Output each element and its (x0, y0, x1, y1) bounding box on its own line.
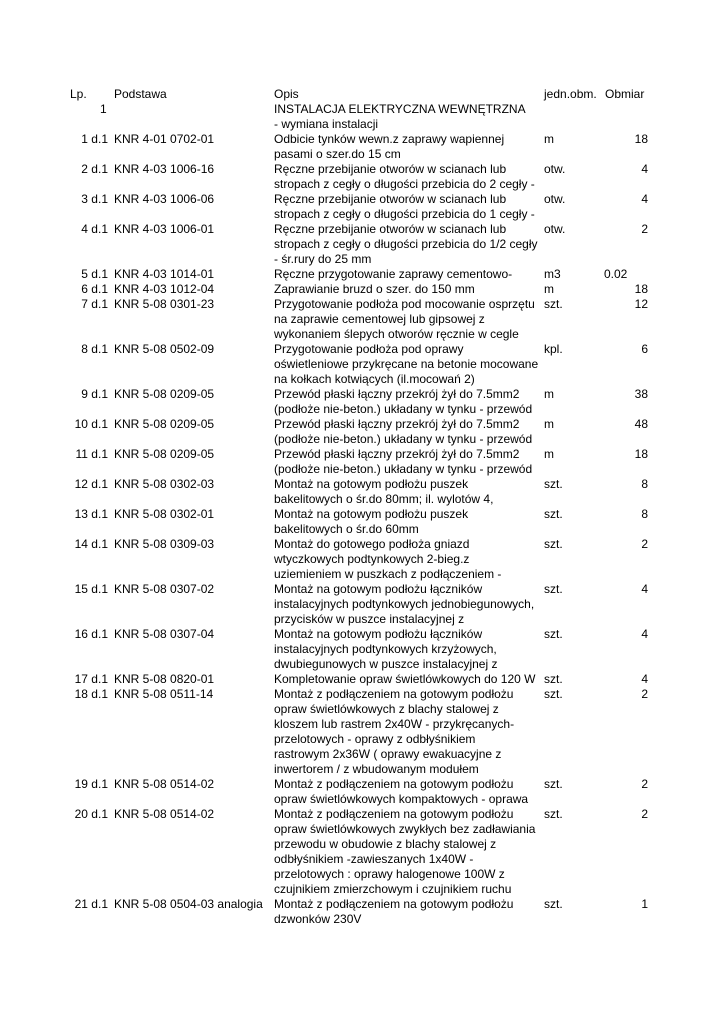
row-obmiar: 4 (641, 627, 648, 641)
row-podstawa: KNR 5-08 0307-04 (114, 627, 215, 641)
row-jedn: otw. (544, 192, 566, 206)
row-opis-line: dwubiegunowych w puszce instalacyjnej z (274, 657, 498, 671)
row-opis-line: Odbicie tynków wewn.z zaprawy wapiennej (274, 132, 505, 146)
row-opis-line: (podłoże nie-beton.) układany w tynku - przewód (274, 462, 533, 476)
row-opis-line: czujnikiem zmierzchowym i czujnikiem ruchu (274, 882, 512, 896)
row-obmiar: 2 (641, 777, 648, 791)
row-jedn: m (544, 282, 554, 296)
row-opis (274, 447, 544, 477)
row-podstawa: KNR 4-01 0702-01 (114, 132, 215, 146)
row-opis-line: Kompletowanie opraw świetlówkowych do 120 W (274, 672, 536, 686)
row-opis-line: bakelitowych o śr.do 60mm (274, 522, 419, 536)
row-opis-line: (podłoże nie-beton.) układany w tynku - przewód (274, 402, 533, 416)
row-podstawa: KNR 5-08 0301-23 (114, 297, 215, 311)
row-opis (274, 417, 544, 447)
row-opis (274, 807, 544, 897)
row-podstawa: KNR 5-08 0307-02 (114, 582, 215, 596)
row-opis (274, 192, 544, 222)
row-opis (274, 267, 544, 282)
row-lp: 4 d.1 (81, 222, 108, 236)
row-jedn: szt. (544, 537, 563, 551)
row-podstawa: KNR 5-08 0302-03 (114, 477, 215, 491)
row-obmiar: 4 (641, 192, 648, 206)
row-podstawa: KNR 5-08 0514-02 (114, 777, 215, 791)
row-opis-line: Zaprawianie bruzd o szer. do 150 mm (274, 282, 475, 296)
row-lp: 8 d.1 (81, 342, 108, 356)
row-lp: 12 d.1 (74, 477, 108, 491)
row-opis (274, 132, 544, 162)
row-jedn: szt. (544, 777, 563, 791)
row-obmiar: 38 (634, 387, 648, 401)
row-opis-line: instalacyjnych podtynkowych krzyżowych, (274, 642, 497, 656)
row-jedn: szt. (544, 627, 563, 641)
row-opis (274, 897, 544, 927)
row-opis-line: - śr.rury do 25 mm (274, 252, 372, 266)
row-obmiar: 1 (641, 897, 648, 911)
row-lp: 5 d.1 (81, 267, 108, 281)
row-jedn: otw. (544, 222, 566, 236)
row-jedn: kpl. (544, 342, 563, 356)
row-podstawa: KNR 5-08 0514-02 (114, 807, 215, 821)
row-lp: 18 d.1 (74, 687, 108, 701)
row-opis-line: Montaż z podłączeniem na gotowym podłożu (274, 687, 514, 701)
row-opis (274, 477, 544, 507)
row-obmiar: 0.02 (604, 267, 628, 281)
row-obmiar: 18 (634, 447, 648, 461)
row-podstawa: KNR 4-03 1006-16 (114, 162, 215, 176)
row-opis-line: wykonaniem ślepych otworów ręcznie w cegle (274, 327, 519, 341)
row-obmiar: 18 (634, 282, 648, 296)
row-opis (274, 627, 544, 672)
row-lp: 7 d.1 (81, 297, 108, 311)
row-opis (274, 222, 544, 267)
row-opis-line: Montaż na gotowym podłożu puszek (274, 507, 469, 521)
row-jedn: otw. (544, 162, 566, 176)
row-opis-line: oświetleniowe przykręcane na betonie mocowane (274, 357, 539, 371)
row-opis-line: stropach z cegły o długości przebicia do 2 cegły - (274, 177, 535, 191)
header-jedn: jedn.obm. (544, 87, 597, 101)
row-opis-line: na zaprawie cementowej lub gipsowej z (274, 312, 485, 326)
row-podstawa: KNR 4-03 1014-01 (114, 267, 215, 281)
row-podstawa: KNR 5-08 0502-09 (114, 342, 215, 356)
row-jedn: m (544, 387, 554, 401)
row-podstawa: KNR 5-08 0511-14 (114, 687, 214, 701)
row-opis-line: Montaż do gotowego podłoża gniazd (274, 537, 470, 551)
row-opis-line: Montaż na gotowym podłożu łączników (274, 627, 483, 641)
row-opis-line: przelotowych : oprawy halogenowe 100W z (274, 867, 505, 881)
row-lp: 3 d.1 (81, 192, 108, 206)
row-jedn: szt. (544, 672, 563, 686)
row-lp: 9 d.1 (81, 387, 108, 401)
row-opis-line: uziemieniem w puszkach z podłączeniem - (274, 567, 502, 581)
row-jedn: szt. (544, 687, 563, 701)
row-opis-line: wtyczkowych podtynkowych 2-bieg.z (274, 552, 470, 566)
row-jedn: m (544, 447, 554, 461)
row-opis-line: Montaż na gotowym podłożu łączników (274, 582, 483, 596)
row-opis-line: inwertorem / z wbudowanym modułem (274, 762, 479, 776)
header-obmiar: Obmiar (605, 87, 645, 101)
row-obmiar: 12 (634, 297, 648, 311)
row-obmiar: 6 (641, 342, 648, 356)
row-opis (274, 582, 544, 627)
row-lp: 21 d.1 (74, 897, 108, 911)
row-obmiar: 8 (641, 507, 648, 521)
row-podstawa: KNR 5-08 0309-03 (114, 537, 215, 551)
row-podstawa: KNR 4-03 1006-01 (114, 222, 215, 236)
row-opis-line: opraw świetlówkowych kompaktowych - oprawa (274, 792, 529, 806)
row-opis-line: stropach z cegły o długości przebicia do 1/2 cegły (274, 237, 538, 251)
row-opis-line: przewodu w obudowie z blachy stalowej z (274, 837, 497, 851)
row-podstawa: KNR 5-08 0209-05 (114, 417, 215, 431)
row-podstawa: KNR 5-08 0302-01 (114, 507, 215, 521)
section-title: INSTALACJA ELEKTRYCZNA WEWNĘTRZNA (274, 102, 526, 116)
row-lp: 14 d.1 (74, 537, 108, 551)
row-jedn: m3 (544, 267, 561, 281)
row-opis-line: Ręczne przygotowanie zaprawy cementowo- (274, 267, 513, 281)
row-opis-line: Przewód płaski łączny przekrój żył do 7.5mm2 (274, 387, 520, 401)
row-lp: 13 d.1 (74, 507, 108, 521)
row-lp: 19 d.1 (74, 777, 108, 791)
row-jedn: m (544, 417, 554, 431)
row-opis-line: Montaż z podłączeniem na gotowym podłożu (274, 807, 514, 821)
row-opis-line: (podłoże nie-beton.) układany w tynku - przewód (274, 432, 533, 446)
row-opis (274, 297, 544, 342)
row-opis-line: Przygotowanie podłoża pod mocowanie osprzętu (274, 297, 535, 311)
row-opis-line: Przewód płaski łączny przekrój żył do 7.5mm2 (274, 417, 520, 431)
row-obmiar: 4 (641, 162, 648, 176)
row-opis-line: Przygotowanie podłoża pod oprawy (274, 342, 464, 356)
row-lp: 15 d.1 (74, 582, 108, 596)
row-podstawa: KNR 4-03 1012-04 (114, 282, 215, 296)
row-lp: 11 d.1 (75, 447, 108, 461)
row-opis-line: na kołkach kotwiących (il.mocowań 2) (274, 372, 475, 386)
row-lp: 17 d.1 (74, 672, 108, 686)
row-opis-line: kloszem lub rastrem 2x40W - przykręcanych- (274, 717, 515, 731)
row-opis-line: bakelitowych o śr.do 80mm; il. wylotów 4, (274, 492, 494, 506)
row-opis-line: przycisków w puszce instalacyjnej z (274, 612, 465, 626)
row-opis-line: odbłyśnikiem -zawieszanych 1x40W - (274, 852, 474, 866)
row-lp: 20 d.1 (74, 807, 108, 821)
row-opis (274, 672, 544, 687)
row-opis-line: Przewód płaski łączny przekrój żył do 7.5mm2 (274, 447, 520, 461)
row-opis-line: instalacyjnych podtynkowych jednobiegunowych, (274, 597, 535, 611)
header-podstawa: Podstawa (114, 87, 167, 101)
row-lp: 10 d.1 (74, 417, 108, 431)
row-opis-line: Montaż z podłączeniem na gotowym podłożu (274, 897, 514, 911)
row-obmiar: 2 (641, 537, 648, 551)
row-opis (274, 162, 544, 192)
row-opis (274, 777, 544, 807)
row-opis-line: Montaż z podłączeniem na gotowym podłożu (274, 777, 514, 791)
row-opis-line: opraw świetlówkowych z blachy stalowej z (274, 702, 499, 716)
section-number: 1 (100, 102, 107, 116)
row-jedn: szt. (544, 507, 563, 521)
row-opis-line: Montaż na gotowym podłożu puszek (274, 477, 469, 491)
row-opis-line: stropach z cegły o długości przebicia do 1 cegły - (274, 207, 535, 221)
row-opis (274, 282, 544, 297)
row-opis (274, 687, 544, 777)
row-obmiar: 48 (634, 417, 648, 431)
row-podstawa: KNR 5-08 0209-05 (114, 387, 215, 401)
row-jedn: szt. (544, 477, 563, 491)
row-podstawa: KNR 5-08 0820-01 (114, 672, 215, 686)
row-lp: 16 d.1 (74, 627, 108, 641)
row-opis-line: Ręczne przebijanie otworów w scianach lub (274, 222, 507, 236)
row-jedn: szt. (544, 297, 563, 311)
row-jedn: szt. (544, 897, 563, 911)
row-opis (274, 387, 544, 417)
row-jedn: m (544, 132, 554, 146)
row-jedn: szt. (544, 582, 563, 596)
row-podstawa: KNR 4-03 1006-06 (114, 192, 215, 206)
row-opis (274, 507, 544, 537)
row-obmiar: 4 (641, 582, 648, 596)
row-jedn: szt. (544, 807, 563, 821)
row-opis-line: przelotowych - oprawy z odbłyśnikiem (274, 732, 476, 746)
row-lp: 1 d.1 (81, 132, 108, 146)
row-obmiar: 8 (641, 477, 648, 491)
row-opis-line: pasami o szer.do 15 cm (274, 147, 401, 161)
row-podstawa: KNR 5-08 0209-05 (114, 447, 215, 461)
row-obmiar: 2 (641, 807, 648, 821)
row-opis-line: Ręczne przebijanie otworów w scianach lub (274, 162, 507, 176)
row-opis-line: dzwonków 230V (274, 912, 362, 926)
row-opis-line: rastrowym 2x36W ( oprawy ewakuacyjne z (274, 747, 502, 761)
row-opis-line: Ręczne przebijanie otworów w scianach lub (274, 192, 507, 206)
header-lp: Lp. (70, 87, 87, 101)
row-lp: 2 d.1 (81, 162, 108, 176)
row-lp: 6 d.1 (81, 282, 108, 296)
row-obmiar: 4 (641, 672, 648, 686)
header-opis: Opis (274, 87, 299, 101)
row-obmiar: 18 (634, 132, 648, 146)
row-opis-line: opraw świetlówkowych zwykłych bez zadławiania (274, 822, 536, 836)
row-opis (274, 537, 544, 582)
row-opis (274, 342, 544, 387)
row-obmiar: 2 (641, 222, 648, 236)
row-obmiar: 2 (641, 687, 648, 701)
section-subtitle: - wymiana instalacji (274, 117, 379, 131)
row-podstawa: KNR 5-08 0504-03 analogia (114, 897, 263, 911)
